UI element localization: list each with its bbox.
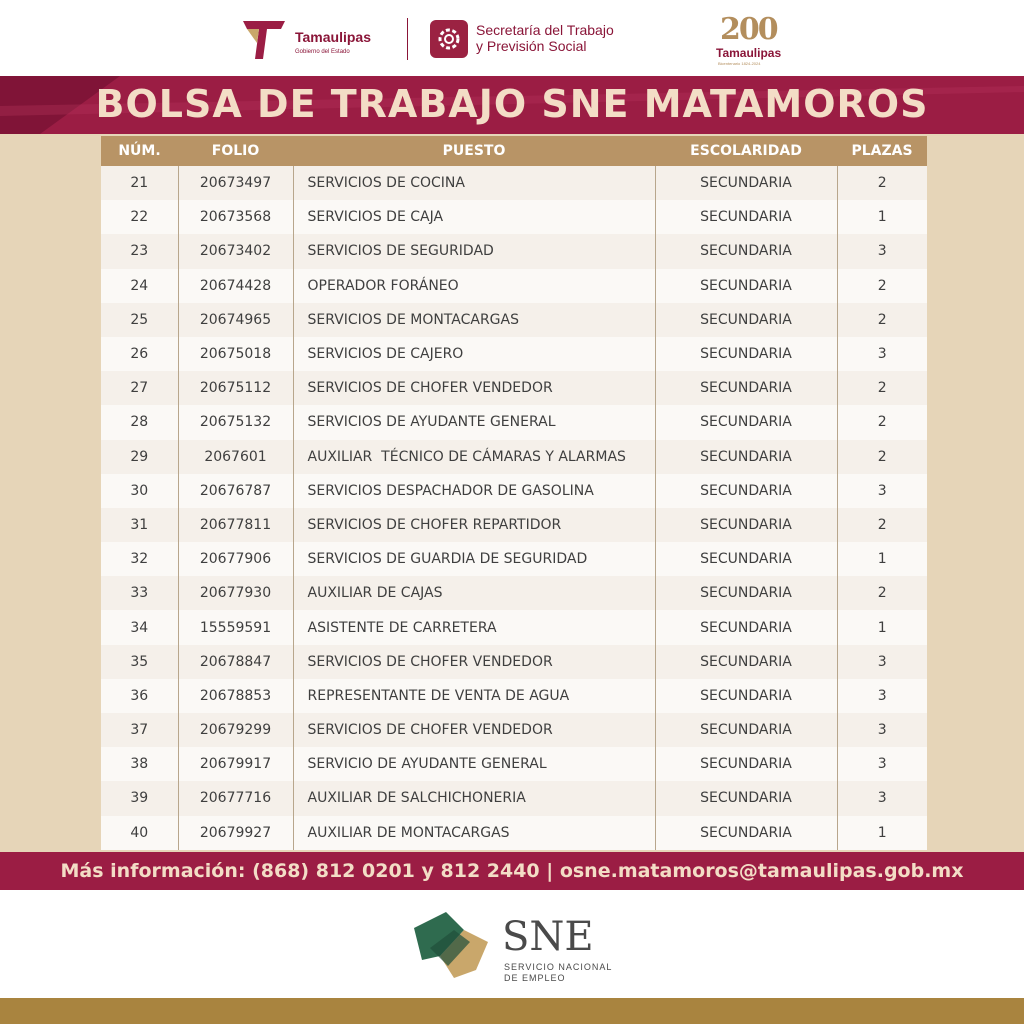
sne-subtitle-line1: SERVICIO NACIONAL xyxy=(504,962,613,972)
cell-plazas: 2 xyxy=(837,269,927,303)
cell-plazas: 3 xyxy=(837,713,927,747)
bicentenario-number: 200 xyxy=(720,12,777,47)
page-title: BOLSA DE TRABAJO SNE MATAMOROS xyxy=(95,82,929,126)
table-row xyxy=(101,747,927,781)
cell-folio: 20677811 xyxy=(178,508,293,542)
cell-folio: 20677906 xyxy=(178,542,293,576)
cell-num: 32 xyxy=(101,542,178,576)
cell-num: 36 xyxy=(101,679,178,713)
table-row xyxy=(101,508,927,542)
cell-escolaridad: SECUNDARIA xyxy=(655,713,837,747)
cell-puesto: ASISTENTE DE CARRETERA xyxy=(293,610,655,644)
cell-plazas: 3 xyxy=(837,679,927,713)
cell-folio: 20678847 xyxy=(178,645,293,679)
cell-plazas: 1 xyxy=(837,816,927,850)
table-row xyxy=(101,200,927,234)
cell-num: 40 xyxy=(101,816,178,850)
cell-folio: 20675132 xyxy=(178,405,293,439)
cell-escolaridad: SECUNDARIA xyxy=(655,576,837,610)
cell-puesto: SERVICIOS DE CHOFER VENDEDOR xyxy=(293,371,655,405)
cell-plazas: 2 xyxy=(837,440,927,474)
cell-folio: 20679927 xyxy=(178,816,293,850)
cell-num: 39 xyxy=(101,781,178,815)
cell-puesto: SERVICIOS DESPACHADOR DE GASOLINA xyxy=(293,474,655,508)
stps-line1: Secretaría del Trabajo xyxy=(476,22,614,38)
cell-num: 38 xyxy=(101,747,178,781)
table-row xyxy=(101,371,927,405)
table-row xyxy=(101,269,927,303)
stps-line2: y Previsión Social xyxy=(476,38,587,54)
cell-folio: 20678853 xyxy=(178,679,293,713)
cell-escolaridad: SECUNDARIA xyxy=(655,440,837,474)
cell-puesto: SERVICIOS DE CAJA xyxy=(293,200,655,234)
bicentenario-name: Tamaulipas xyxy=(716,46,782,60)
header-puesto: PUESTO xyxy=(293,136,655,166)
tamaulipas-name: Tamaulipas xyxy=(295,29,371,45)
table-row xyxy=(101,405,927,439)
cell-plazas: 1 xyxy=(837,200,927,234)
cell-num: 29 xyxy=(101,440,178,474)
tamaulipas-sub: Gobierno del Estado xyxy=(295,49,350,55)
cell-puesto: AUXILIAR DE CAJAS xyxy=(293,576,655,610)
cell-puesto: REPRESENTANTE DE VENTA DE AGUA xyxy=(293,679,655,713)
cell-num: 25 xyxy=(101,303,178,337)
cell-escolaridad: SECUNDARIA xyxy=(655,200,837,234)
handshake-icon xyxy=(410,908,492,982)
cell-plazas: 2 xyxy=(837,166,927,200)
header-folio: FOLIO xyxy=(178,136,293,166)
table-row xyxy=(101,781,927,815)
cell-plazas: 2 xyxy=(837,405,927,439)
cell-puesto: AUXILIAR DE MONTACARGAS xyxy=(293,816,655,850)
cell-puesto: OPERADOR FORÁNEO xyxy=(293,269,655,303)
cell-plazas: 3 xyxy=(837,781,927,815)
table-row xyxy=(101,542,927,576)
cell-escolaridad: SECUNDARIA xyxy=(655,610,837,644)
cell-folio: 20674965 xyxy=(178,303,293,337)
cell-folio: 20675018 xyxy=(178,337,293,371)
cell-puesto: SERVICIOS DE CHOFER REPARTIDOR xyxy=(293,508,655,542)
cell-escolaridad: SECUNDARIA xyxy=(655,542,837,576)
cell-plazas: 3 xyxy=(837,337,927,371)
cell-escolaridad: SECUNDARIA xyxy=(655,645,837,679)
table-row xyxy=(101,816,927,850)
cell-folio: 20673497 xyxy=(178,166,293,200)
cell-plazas: 3 xyxy=(837,645,927,679)
title-banner xyxy=(0,76,1024,134)
sne-subtitle xyxy=(504,962,624,984)
jobs-table xyxy=(101,136,927,850)
header-divider xyxy=(407,18,408,60)
cell-puesto: SERVICIOS DE SEGURIDAD xyxy=(293,234,655,268)
cell-escolaridad: SECUNDARIA xyxy=(655,166,837,200)
table-row xyxy=(101,679,927,713)
cell-plazas: 2 xyxy=(837,508,927,542)
cell-num: 22 xyxy=(101,200,178,234)
cell-plazas: 2 xyxy=(837,371,927,405)
contact-info-bar xyxy=(0,852,1024,890)
cell-puesto: SERVICIOS DE CHOFER VENDEDOR xyxy=(293,713,655,747)
cell-num: 34 xyxy=(101,610,178,644)
sne-subtitle-line2: DE EMPLEO xyxy=(504,973,566,983)
table-row xyxy=(101,303,927,337)
sne-logo xyxy=(410,908,620,986)
cell-plazas: 3 xyxy=(837,234,927,268)
table-row xyxy=(101,610,927,644)
header-plazas: PLAZAS xyxy=(837,136,927,166)
cell-escolaridad: SECUNDARIA xyxy=(655,234,837,268)
cell-escolaridad: SECUNDARIA xyxy=(655,303,837,337)
cell-num: 28 xyxy=(101,405,178,439)
cell-folio: 20676787 xyxy=(178,474,293,508)
cell-num: 27 xyxy=(101,371,178,405)
cell-escolaridad: SECUNDARIA xyxy=(655,371,837,405)
cell-puesto: SERVICIOS DE AYUDANTE GENERAL xyxy=(293,405,655,439)
cell-num: 24 xyxy=(101,269,178,303)
stps-logo xyxy=(430,18,650,62)
table-row xyxy=(101,234,927,268)
table-header-row xyxy=(101,136,927,166)
cell-folio: 20673568 xyxy=(178,200,293,234)
sne-title: SNE xyxy=(502,914,594,960)
bicentenario-sub: Bicentenario 1824-2024 xyxy=(718,61,761,66)
cell-folio: 20675112 xyxy=(178,371,293,405)
cell-puesto: SERVICIOS DE GUARDIA DE SEGURIDAD xyxy=(293,542,655,576)
table-row xyxy=(101,576,927,610)
cell-num: 37 xyxy=(101,713,178,747)
header xyxy=(0,0,1024,76)
cell-folio: 20679917 xyxy=(178,747,293,781)
cell-plazas: 1 xyxy=(837,542,927,576)
cell-escolaridad: SECUNDARIA xyxy=(655,816,837,850)
cell-num: 26 xyxy=(101,337,178,371)
cell-folio: 20677930 xyxy=(178,576,293,610)
cell-folio: 20679299 xyxy=(178,713,293,747)
cell-escolaridad: SECUNDARIA xyxy=(655,679,837,713)
footer-logo-area xyxy=(0,890,1024,998)
cell-puesto: AUXILIAR TÉCNICO DE CÁMARAS Y ALARMAS xyxy=(293,440,655,474)
cell-plazas: 2 xyxy=(837,303,927,337)
cell-plazas: 3 xyxy=(837,747,927,781)
cell-folio: 2067601 xyxy=(178,440,293,474)
tamaulipas-logo xyxy=(241,17,391,63)
cell-num: 35 xyxy=(101,645,178,679)
cell-escolaridad: SECUNDARIA xyxy=(655,405,837,439)
cell-plazas: 2 xyxy=(837,576,927,610)
table-row xyxy=(101,166,927,200)
table-row xyxy=(101,713,927,747)
cell-puesto: SERVICIOS DE CHOFER VENDEDOR xyxy=(293,645,655,679)
cell-num: 33 xyxy=(101,576,178,610)
table-row xyxy=(101,440,927,474)
cell-puesto: SERVICIOS DE MONTACARGAS xyxy=(293,303,655,337)
cell-folio: 20673402 xyxy=(178,234,293,268)
cell-escolaridad: SECUNDARIA xyxy=(655,269,837,303)
cell-folio: 20674428 xyxy=(178,269,293,303)
gear-icon xyxy=(430,20,468,58)
cell-escolaridad: SECUNDARIA xyxy=(655,337,837,371)
cell-puesto: SERVICIOS DE CAJERO xyxy=(293,337,655,371)
tamaulipas-t-icon xyxy=(241,17,287,61)
cell-plazas: 1 xyxy=(837,610,927,644)
cell-puesto: AUXILIAR DE SALCHICHONERIA xyxy=(293,781,655,815)
table-row xyxy=(101,474,927,508)
cell-folio: 15559591 xyxy=(178,610,293,644)
cell-plazas: 3 xyxy=(837,474,927,508)
cell-puesto: SERVICIO DE AYUDANTE GENERAL xyxy=(293,747,655,781)
contact-info-text: Más información: (868) 812 0201 y 812 2440 | osne.matamoros@tamaulipas.gob.mx xyxy=(60,860,964,882)
cell-escolaridad: SECUNDARIA xyxy=(655,508,837,542)
cell-escolaridad: SECUNDARIA xyxy=(655,474,837,508)
cell-escolaridad: SECUNDARIA xyxy=(655,747,837,781)
cell-num: 23 xyxy=(101,234,178,268)
cell-num: 21 xyxy=(101,166,178,200)
table-row xyxy=(101,337,927,371)
cell-num: 31 xyxy=(101,508,178,542)
cell-escolaridad: SECUNDARIA xyxy=(655,781,837,815)
cell-puesto: SERVICIOS DE COCINA xyxy=(293,166,655,200)
bicentenario-logo xyxy=(712,12,792,68)
header-num: NÚM. xyxy=(101,136,178,166)
table-row xyxy=(101,645,927,679)
stps-text xyxy=(476,22,614,54)
cell-num: 30 xyxy=(101,474,178,508)
bottom-gold-bar xyxy=(0,998,1024,1024)
cell-folio: 20677716 xyxy=(178,781,293,815)
header-escolaridad: ESCOLARIDAD xyxy=(655,136,837,166)
